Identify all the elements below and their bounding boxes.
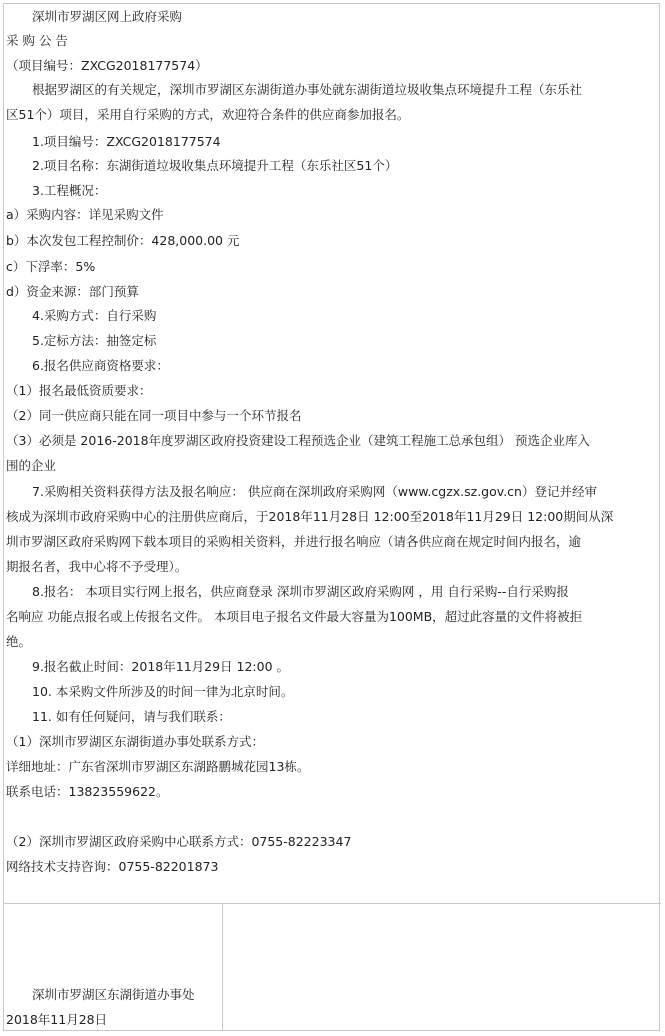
item-8-line-2: 名响应 功能点报名或上传报名文件。 本项目电子报名文件最大容量为100MB，超过此容量的文件将被拒 (6, 609, 583, 624)
notice-title: 采 购 公 告 (6, 33, 68, 48)
item-11: 11. 如有任何疑问，请与我们联系： (32, 709, 231, 724)
sub-d: d）资金来源：部门预算 (6, 284, 139, 299)
signature: 深圳市罗湖区东湖街道办事处 (32, 987, 195, 1002)
issue-date: 2018年11月28日 (6, 1012, 108, 1027)
item-9: 9.报名截止时间：2018年11月29日 12:00 。 (32, 659, 290, 674)
site-header: 深圳市罗湖区网上政府采购 (32, 9, 183, 24)
item-3: 3.工程概况： (32, 183, 107, 198)
sub-a: a）采购内容：详见采购文件 (6, 207, 164, 222)
signature-table-divider (222, 903, 223, 1031)
project-number-line: （项目编号：ZXCG2018177574） (6, 58, 208, 73)
item-6: 6.报名供应商资格要求： (32, 358, 169, 373)
item-5: 5.定标方法：抽签定标 (32, 333, 157, 348)
item-1: 1.项目编号：ZXCG2018177574 (32, 134, 221, 149)
signature-table-top-border (4, 903, 661, 904)
requirement-3-line-2: 围的企业 (6, 458, 57, 473)
item-7-line-2: 核成为深圳市政府采购中心的注册供应商后，于2018年11月28日 12:00至2018年11月29日 12:00期间从深 (6, 509, 614, 524)
item-10: 10. 本采购文件所涉及的时间一律为北京时间。 (32, 684, 294, 699)
requirement-2: （2）同一供应商只能在同一项目中参与一个环节报名 (6, 408, 302, 423)
item-7-line-1: 7.采购相关资料获得方法及报名响应： 供应商在深圳政府采购网（www.cgzx.sz.gov.cn）登记并经审 (32, 484, 597, 499)
intro-line-1: 根据罗湖区的有关规定，深圳市罗湖区东湖街道办事处就东湖街道垃圾收集点环境提升工程（东乐社 (32, 82, 583, 97)
tech-support: 网络技术支持咨询：0755-82201873 (6, 859, 219, 874)
intro-line-2: 区51个）项目，采用自行采购的方式，欢迎符合条件的供应商参加报名。 (6, 107, 410, 122)
contact-1: （1）深圳市罗湖区东湖街道办事处联系方式： (6, 734, 264, 749)
item-7-line-3: 圳市罗湖区政府采购网下载本项目的采购相关资料，并进行报名响应（请各供应商在规定时间内报名，逾 (6, 534, 582, 549)
sub-c: c）下浮率：5% (6, 259, 96, 274)
item-2: 2.项目名称：东湖街道垃圾收集点环境提升工程（东乐社区51个） (32, 158, 398, 173)
requirement-3-line-1: （3）必须是 2016-2018年度罗湖区政府投资建设工程预选企业（建筑工程施工总承包组） 预选企业库入 (6, 433, 591, 448)
contact-address: 详细地址：广东省深圳市罗湖区东湖路鹏城花园13栋。 (6, 759, 310, 774)
item-8-line-3: 绝。 (6, 634, 32, 649)
contact-phone: 联系电话：13823559622。 (6, 784, 169, 799)
item-4: 4.采购方式：自行采购 (32, 308, 157, 323)
contact-2: （2）深圳市罗湖区政府采购中心联系方式：0755-82223347 (6, 834, 352, 849)
item-8-line-1: 8.报名： 本项目实行网上报名，供应商登录 深圳市罗湖区政府采购网 ，用 自行采购--自行采购报 (32, 584, 569, 599)
sub-b: b）本次发包工程控制价：428,000.00 元 (6, 233, 240, 248)
item-7-line-4: 期报名者，我中心将不予受理）。 (6, 559, 188, 574)
requirement-1: （1）报名最低资质要求： (6, 383, 152, 398)
